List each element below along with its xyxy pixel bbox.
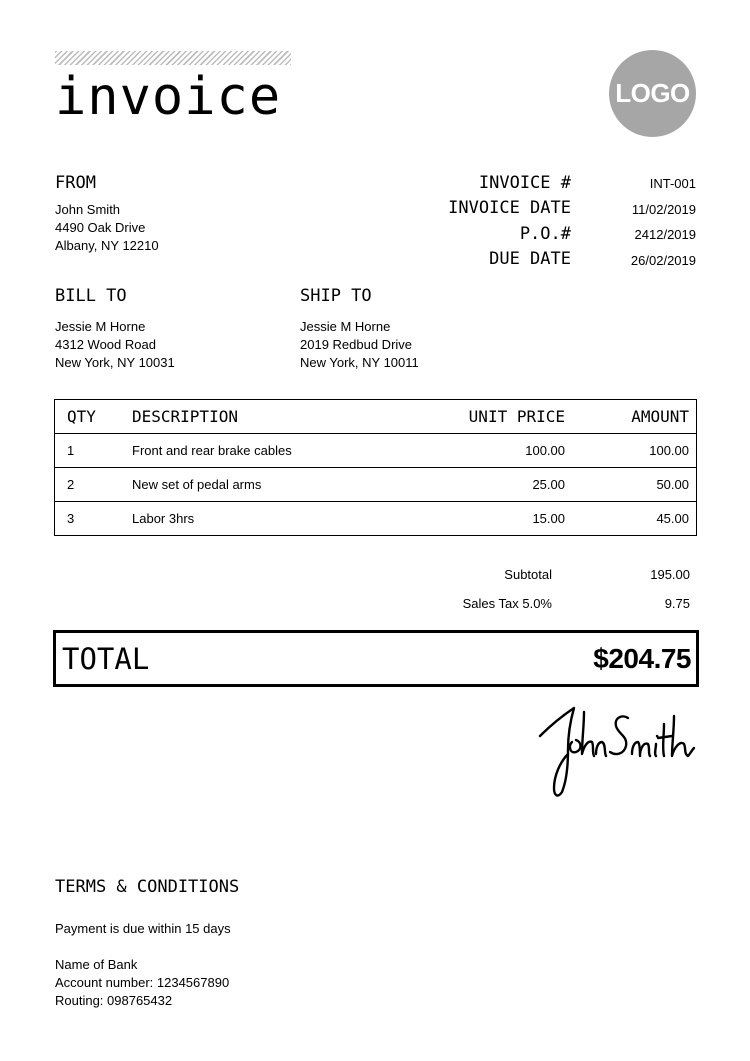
- row-amount: 50.00: [656, 477, 689, 492]
- ship-to-name: Jessie M Horne: [300, 319, 391, 334]
- sales-tax-value: 9.75: [664, 596, 690, 611]
- row-description: Labor 3hrs: [132, 511, 195, 526]
- ship-to-address-line1: 2019 Redbud Drive: [300, 337, 413, 352]
- terms-label: TERMS & CONDITIONS: [55, 877, 240, 897]
- subtotal-value: 195.00: [650, 567, 690, 582]
- bank-name-text: Name of Bank: [55, 957, 138, 972]
- invoice-number-label: INVOICE #: [478, 173, 571, 193]
- ship-to-label: SHIP TO: [300, 286, 372, 306]
- header-hatch-decoration: [55, 51, 291, 65]
- subtotal-label: Subtotal: [504, 567, 552, 582]
- company-logo: LOGO: [609, 50, 696, 137]
- invoice-number-value: INT-001: [649, 176, 696, 191]
- total-box: [53, 630, 699, 687]
- routing-number-text: Routing: 098765432: [55, 993, 173, 1008]
- ship-to-address-line2: New York, NY 10011: [300, 355, 419, 370]
- row-qty: 2: [67, 477, 75, 492]
- column-header-amount: AMOUNT: [631, 407, 689, 426]
- row-amount: 45.00: [656, 511, 689, 526]
- bill-to-address-line1: 4312 Wood Road: [55, 337, 156, 352]
- column-header-unit-price: UNIT PRICE: [468, 407, 565, 426]
- payment-terms-text: Payment is due within 15 days: [55, 921, 231, 936]
- row-description: Front and rear brake cables: [132, 443, 292, 458]
- invoice-date-value: 11/02/2019: [631, 202, 696, 217]
- table-header-row: [55, 400, 696, 433]
- account-number-text: Account number: 1234567890: [55, 975, 230, 990]
- from-label: FROM: [55, 173, 96, 193]
- total-value: $204.75: [593, 642, 691, 674]
- table-row: [55, 433, 696, 467]
- page-title: invoice: [55, 67, 282, 127]
- po-number-label: P.O.#: [519, 224, 571, 244]
- row-unit-price: 100.00: [525, 443, 565, 458]
- table-row: [55, 501, 696, 535]
- due-date-value: 26/02/2019: [630, 253, 696, 268]
- column-header-description: DESCRIPTION: [132, 407, 238, 426]
- row-qty: 3: [67, 511, 75, 526]
- po-number-value: 2412/2019: [634, 227, 696, 242]
- from-address-line1: 4490 Oak Drive: [55, 220, 146, 235]
- bill-to-name: Jessie M Horne: [55, 319, 146, 334]
- row-qty: 1: [67, 443, 75, 458]
- from-address-line2: Albany, NY 12210: [55, 238, 159, 253]
- invoice-date-label: INVOICE DATE: [448, 198, 571, 218]
- total-label: TOTAL: [62, 641, 150, 676]
- from-name: John Smith: [55, 202, 121, 217]
- signature-image: [532, 698, 698, 800]
- row-amount: 100.00: [649, 443, 689, 458]
- bill-to-address-line2: New York, NY 10031: [55, 355, 175, 370]
- row-unit-price: 15.00: [532, 511, 565, 526]
- line-items-table: [54, 399, 697, 536]
- sales-tax-label: Sales Tax 5.0%: [462, 596, 552, 611]
- due-date-label: DUE DATE: [489, 249, 571, 269]
- table-row: [55, 467, 696, 501]
- row-unit-price: 25.00: [532, 477, 565, 492]
- column-header-qty: QTY: [67, 407, 96, 426]
- bill-to-label: BILL TO: [55, 286, 127, 306]
- row-description: New set of pedal arms: [132, 477, 262, 492]
